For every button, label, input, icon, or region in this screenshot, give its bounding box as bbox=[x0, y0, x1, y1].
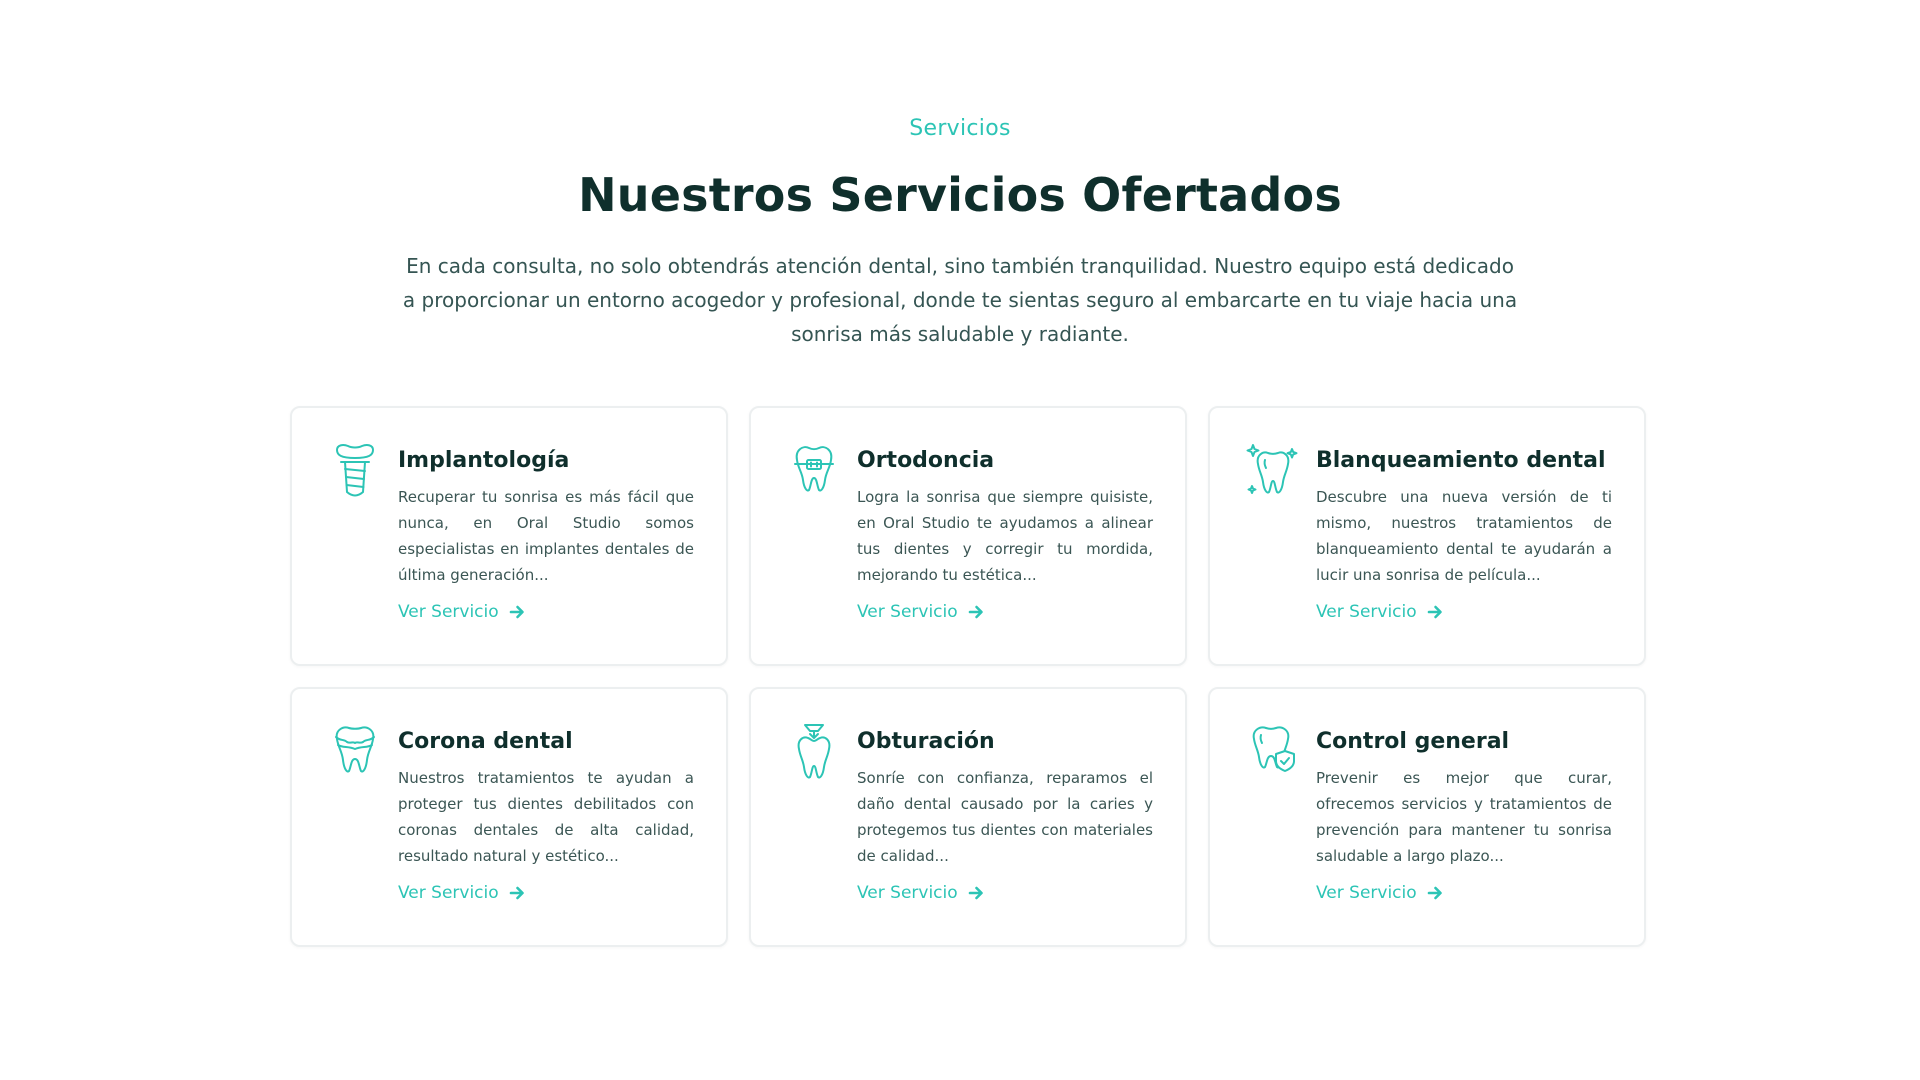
arrow-right-icon bbox=[509, 604, 525, 620]
service-card-control bbox=[1208, 687, 1646, 947]
view-service-link[interactable] bbox=[1316, 883, 1443, 903]
service-title: Blanqueamiento dental bbox=[1316, 448, 1606, 473]
service-title: Control general bbox=[1316, 729, 1510, 754]
service-card-blanqueamiento bbox=[1208, 406, 1646, 666]
service-description: Recuperar tu sonrisa es más fácil que nunca, en Oral Studio somos especialistas en implantes dentales de última generación... bbox=[398, 488, 694, 584]
services-grid bbox=[290, 406, 1646, 947]
arrow-right-icon bbox=[968, 604, 984, 620]
service-card-corona bbox=[290, 687, 728, 947]
view-service-link[interactable] bbox=[398, 602, 525, 622]
service-title: Corona dental bbox=[398, 729, 573, 754]
braces-tooth-icon bbox=[787, 442, 841, 502]
dental-implant-icon bbox=[328, 442, 382, 502]
service-description: Nuestros tratamientos te ayudan a proteger tus dientes debilitados con coronas dentales de alta calidad, resultado natural y estético... bbox=[398, 769, 694, 865]
service-title: Obturación bbox=[857, 729, 995, 754]
view-service-link[interactable] bbox=[857, 602, 984, 622]
view-service-label: Ver Servicio bbox=[1316, 602, 1417, 622]
shield-tooth-icon bbox=[1246, 723, 1300, 783]
arrow-right-icon bbox=[509, 885, 525, 901]
service-description: Sonríe con confianza, reparamos el daño dental causado por la caries y protegemos tus dientes con materiales de calidad... bbox=[857, 769, 1153, 865]
section-intro: En cada consulta, no solo obtendrás atención dental, sino también tranquilidad. Nuestro equipo está dedicado a proporcionar un entorno acogedor y profesional, donde te sientas seguro al embarcarte en tu viaje hacia una sonrisa más saludable y radiante. bbox=[402, 254, 1518, 346]
arrow-right-icon bbox=[1427, 885, 1443, 901]
service-card-ortodoncia bbox=[749, 406, 1187, 666]
view-service-label: Ver Servicio bbox=[1316, 883, 1417, 903]
view-service-label: Ver Servicio bbox=[398, 883, 499, 903]
view-service-link[interactable] bbox=[398, 883, 525, 903]
section-eyebrow: Servicios bbox=[909, 116, 1011, 141]
view-service-link[interactable] bbox=[1316, 602, 1443, 622]
view-service-label: Ver Servicio bbox=[857, 602, 958, 622]
sparkling-tooth-icon bbox=[1246, 442, 1300, 502]
service-title: Implantología bbox=[398, 448, 570, 473]
view-service-link[interactable] bbox=[857, 883, 984, 903]
filling-tooth-icon bbox=[787, 723, 841, 783]
service-card-obturacion bbox=[749, 687, 1187, 947]
service-description: Prevenir es mejor que curar, ofrecemos servicios y tratamientos de prevención para mantener tu sonrisa saludable a largo plazo... bbox=[1316, 769, 1612, 865]
section-title: Nuestros Servicios Ofertados bbox=[578, 168, 1342, 222]
service-description: Logra la sonrisa que siempre quisiste, en Oral Studio te ayudamos a alinear tus dientes y corregir tu mordida, mejorando tu estética... bbox=[857, 488, 1153, 584]
arrow-right-icon bbox=[1427, 604, 1443, 620]
view-service-label: Ver Servicio bbox=[857, 883, 958, 903]
service-title: Ortodoncia bbox=[857, 448, 995, 473]
view-service-label: Ver Servicio bbox=[398, 602, 499, 622]
arrow-right-icon bbox=[968, 885, 984, 901]
service-description: Descubre una nueva versión de ti mismo, nuestros tratamientos de blanqueamiento dental te ayudarán a lucir una sonrisa de película... bbox=[1316, 488, 1612, 584]
service-card-implantologia bbox=[290, 406, 728, 666]
crown-tooth-icon bbox=[328, 723, 382, 783]
